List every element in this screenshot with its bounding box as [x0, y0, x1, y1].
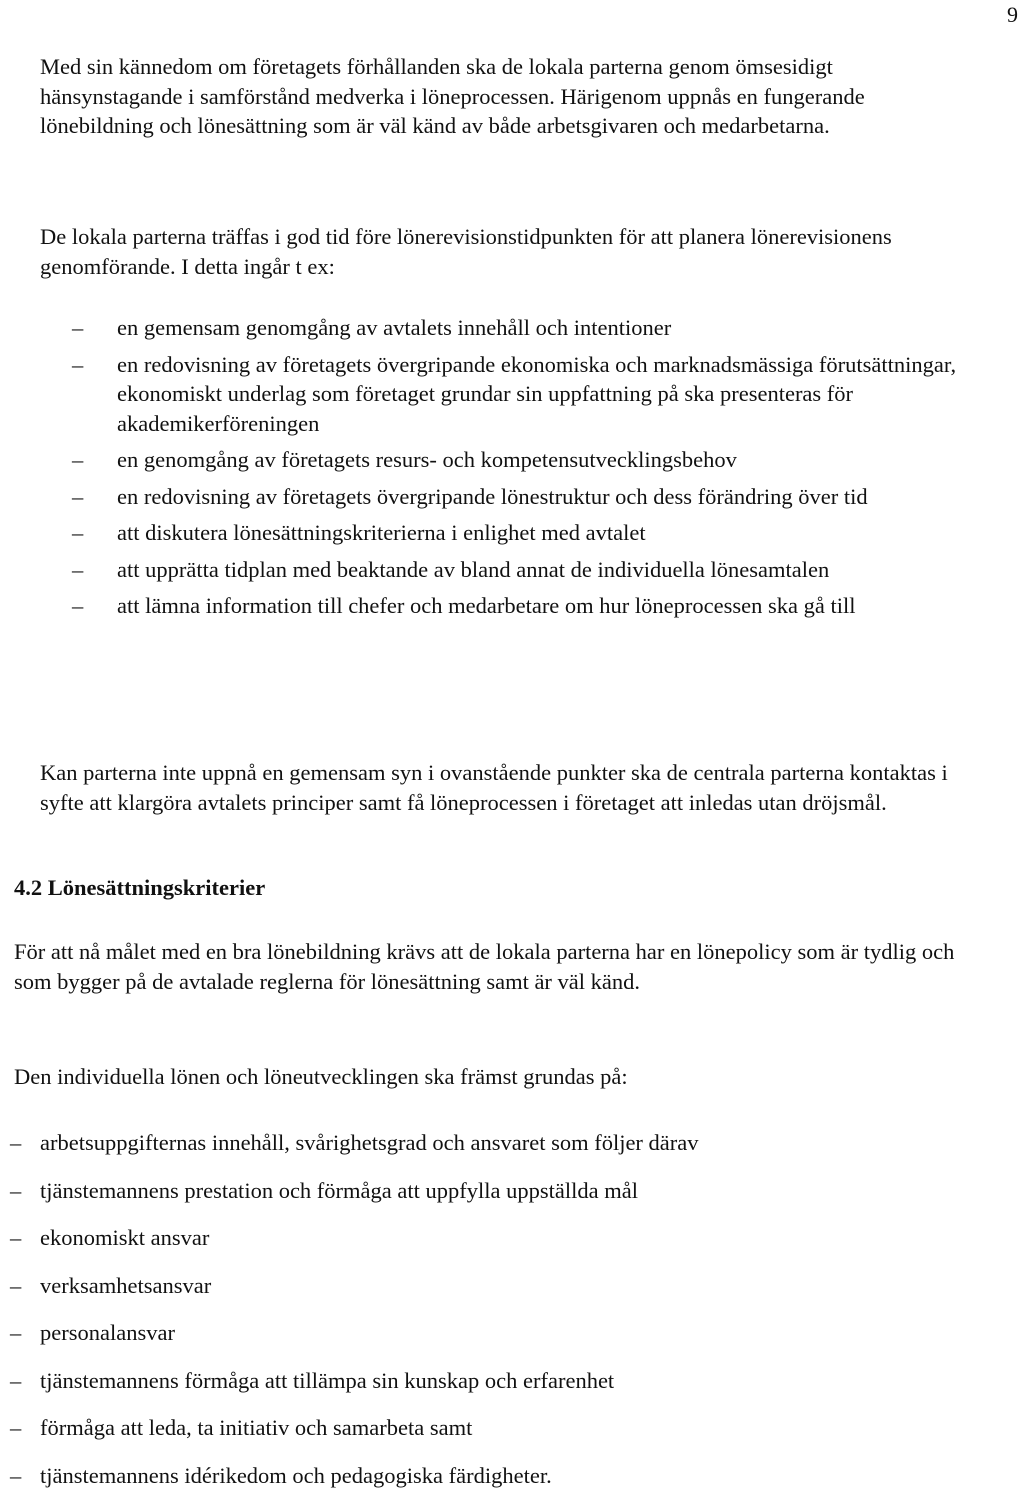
dash-bullet: –	[72, 591, 83, 621]
list-item-text: en redovisning av företagets övergripande ekonomiska och marknadsmässiga förutsättningar, ekonomiskt underlag som företaget grundar sin uppfattning på ska presenteras för akademikerföreningen	[117, 352, 956, 436]
paragraph-centrala-parter: Kan parterna inte uppnå en gemensam syn i ovanstående punkter ska de centrala parterna kontaktas i syfte att klargöra avtalets principer samt få löneprocessen i företaget att inledas utan dröjsmål.	[40, 758, 980, 817]
list-item-text: personalansvar	[40, 1320, 175, 1345]
dash-bullet: –	[10, 1318, 21, 1348]
list-item-text: arbetsuppgifternas innehåll, svårighetsgrad och ansvaret som följer därav	[40, 1130, 699, 1155]
dash-bullet: –	[10, 1366, 21, 1396]
paragraph-lokala-parter-medverkan: Med sin kännedom om företagets förhållanden ska de lokala parterna genom ömsesidigt hänsynstagande i samförstånd medverka i löneprocessen. Härigenom uppnås en fungerande lönebildning och lönesättning som är väl känd av både arbetsgivaren och medarbetarna.	[40, 52, 980, 141]
dash-bullet: –	[10, 1223, 21, 1253]
list-item	[72, 350, 1002, 439]
list-item	[0, 1318, 1000, 1366]
section-heading: 4.2 Lönesättningskriterier	[14, 873, 265, 903]
list-item	[0, 1176, 1000, 1224]
list-item-text: förmåga att leda, ta initiativ och samarbeta samt	[40, 1415, 472, 1440]
dash-bullet: –	[72, 445, 83, 475]
list-item-text: en redovisning av företagets övergripande lönestruktur och dess förändring över tid	[117, 484, 868, 509]
list-item	[0, 1271, 1000, 1319]
paragraph-individuell-lon: Den individuella lönen och löneutvecklingen ska främst grundas på:	[14, 1062, 974, 1092]
list-item-text: en gemensam genomgång av avtalets innehåll och intentioner	[117, 315, 671, 340]
dash-bullet: –	[10, 1128, 21, 1158]
list-item	[0, 1461, 1000, 1508]
list-item-text: tjänstemannens prestation och förmåga att uppfylla uppställda mål	[40, 1178, 638, 1203]
list-item-text: verksamhetsansvar	[40, 1273, 211, 1298]
list-item	[72, 555, 1002, 585]
dash-bullet: –	[72, 482, 83, 512]
list-item	[72, 313, 1002, 343]
dash-bullet: –	[10, 1271, 21, 1301]
list-item-text: tjänstemannens idérikedom och pedagogiska färdigheter.	[40, 1463, 552, 1488]
list-item	[0, 1413, 1000, 1461]
list-item-text: ekonomiskt ansvar	[40, 1225, 209, 1250]
dash-bullet: –	[10, 1176, 21, 1206]
list-item	[0, 1223, 1000, 1271]
dash-bullet: –	[72, 350, 83, 380]
dash-bullet: –	[10, 1461, 21, 1491]
dash-bullet: –	[72, 518, 83, 548]
lonesattning-criteria-list	[0, 1128, 1000, 1508]
list-item	[72, 518, 1002, 548]
dash-bullet: –	[72, 313, 83, 343]
dash-bullet: –	[72, 555, 83, 585]
paragraph-lonerevision-planering: De lokala parterna träffas i god tid före lönerevisionstidpunkten för att planera lönerevisionens genomförande. I detta ingår t ex:	[40, 222, 980, 281]
list-item	[72, 445, 1002, 475]
list-item-text: att upprätta tidplan med beaktande av bland annat de individuella lönesamtalen	[117, 557, 829, 582]
lonerevision-checklist	[72, 313, 1002, 628]
list-item	[72, 482, 1002, 512]
paragraph-lonepolicy: För att nå målet med en bra lönebildning krävs att de lokala parterna har en lönepolicy som är tydlig och som bygger på de avtalade reglerna för lönesättning samt är väl känd.	[14, 937, 974, 996]
list-item-text: en genomgång av företagets resurs- och kompetensutvecklingsbehov	[117, 447, 737, 472]
list-item-text: tjänstemannens förmåga att tillämpa sin kunskap och erfarenhet	[40, 1368, 614, 1393]
list-item	[0, 1366, 1000, 1414]
list-item-text: att diskutera lönesättningskriterierna i enlighet med avtalet	[117, 520, 646, 545]
dash-bullet: –	[10, 1413, 21, 1443]
list-item-text: att lämna information till chefer och medarbetare om hur löneprocessen ska gå till	[117, 593, 855, 618]
page-number: 9	[1007, 2, 1018, 28]
list-item	[72, 591, 1002, 621]
list-item	[0, 1128, 1000, 1176]
